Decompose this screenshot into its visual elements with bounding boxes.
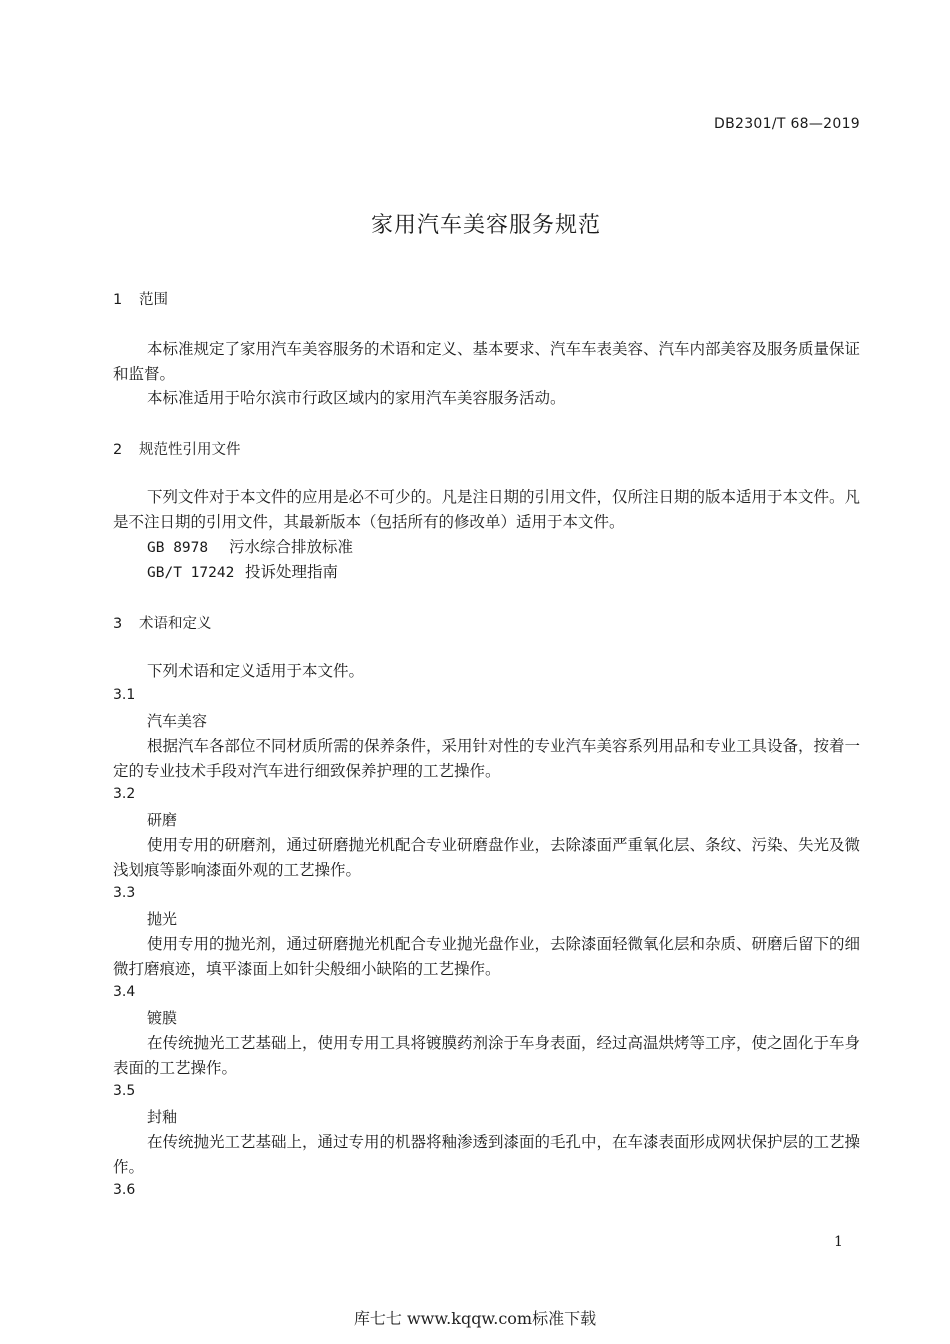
term-definition	[113, 734, 860, 784]
paragraph-text: 本标准适用于哈尔滨市行政区域内的家用汽车美容服务活动。	[147, 389, 566, 407]
paragraph-text: 下列术语和定义适用于本文件。	[147, 662, 365, 680]
section-heading-normative-references	[113, 438, 241, 459]
term-number: 3.4	[113, 984, 136, 1000]
term-definition	[113, 833, 860, 883]
watermark-text: 库七七 www.kqqw.com标准下载	[353, 1309, 597, 1328]
reference-name: 投诉处理指南	[245, 563, 339, 581]
definition-text: 使用专用的研磨剂，通过研磨抛光机配合专业研磨盘作业，去除漆面严重氧化层、条纹、污染、失光及微浅划痕等影响漆面外观的工艺操作。	[113, 836, 861, 879]
term-number: 3.3	[113, 885, 136, 901]
term-name: 研磨	[147, 811, 178, 829]
term-name: 封釉	[147, 1108, 178, 1126]
term-definition	[113, 1130, 860, 1180]
reference-item	[147, 535, 353, 557]
reference-item	[147, 560, 338, 582]
definition-text: 使用专用的抛光剂，通过研磨抛光机配合专业抛光盘作业，去除漆面轻微氧化层和杂质、研磨后留下的细微打磨痕迹，填平漆面上如针尖般细小缺陷的工艺操作。	[113, 935, 861, 978]
term-name: 抛光	[147, 910, 178, 928]
paragraph	[113, 485, 860, 535]
term-definition	[113, 932, 860, 982]
paragraph-text: 本标准规定了家用汽车美容服务的术语和定义、基本要求、汽车车表美容、汽车内部美容及服务质量保证和监督。	[113, 340, 861, 383]
paragraph	[113, 337, 860, 387]
reference-code: GB 8978	[147, 540, 209, 556]
term-number: 3.5	[113, 1083, 136, 1099]
section-number: 1	[113, 292, 123, 308]
section-number: 2	[113, 442, 123, 458]
reference-name: 污水综合排放标准	[229, 538, 354, 556]
definition-text: 在传统抛光工艺基础上，使用专用工具将镀膜药剂涂于车身表面，经过高温烘烤等工序，使之固化于车身表面的工艺操作。	[113, 1034, 861, 1077]
paragraph	[113, 659, 860, 684]
section-title: 术语和定义	[139, 616, 212, 632]
page-number: 1	[834, 1234, 843, 1250]
term-name: 镀膜	[147, 1009, 178, 1027]
reference-code: GB/T 17242	[147, 565, 235, 581]
document-code: DB2301/T 68—2019	[714, 116, 860, 132]
paragraph	[113, 386, 860, 411]
section-heading-scope	[113, 288, 168, 309]
definition-text: 根据汽车各部位不同材质所需的保养条件，采用针对性的专业汽车美容系列用品和专业工具设备，按着一定的专业技术手段对汽车进行细致保养护理的工艺操作。	[113, 737, 861, 780]
term-number: 3.1	[113, 687, 136, 703]
term-number: 3.2	[113, 786, 136, 802]
section-title: 范围	[139, 292, 168, 308]
section-heading-terms	[113, 612, 212, 633]
term-definition	[113, 1031, 860, 1081]
document-title: 家用汽车美容服务规范	[370, 213, 601, 238]
term-number: 3.6	[113, 1182, 136, 1198]
paragraph-text: 下列文件对于本文件的应用是必不可少的。凡是注日期的引用文件，仅所注日期的版本适用于本文件。凡是不注日期的引用文件，其最新版本（包括所有的修改单）适用于本文件。	[113, 488, 861, 531]
term-name: 汽车美容	[147, 712, 208, 730]
section-title: 规范性引用文件	[139, 442, 241, 458]
section-number: 3	[113, 616, 123, 632]
definition-text: 在传统抛光工艺基础上，通过专用的机器将釉渗透到漆面的毛孔中，在车漆表面形成网状保护层的工艺操作。	[113, 1133, 861, 1176]
